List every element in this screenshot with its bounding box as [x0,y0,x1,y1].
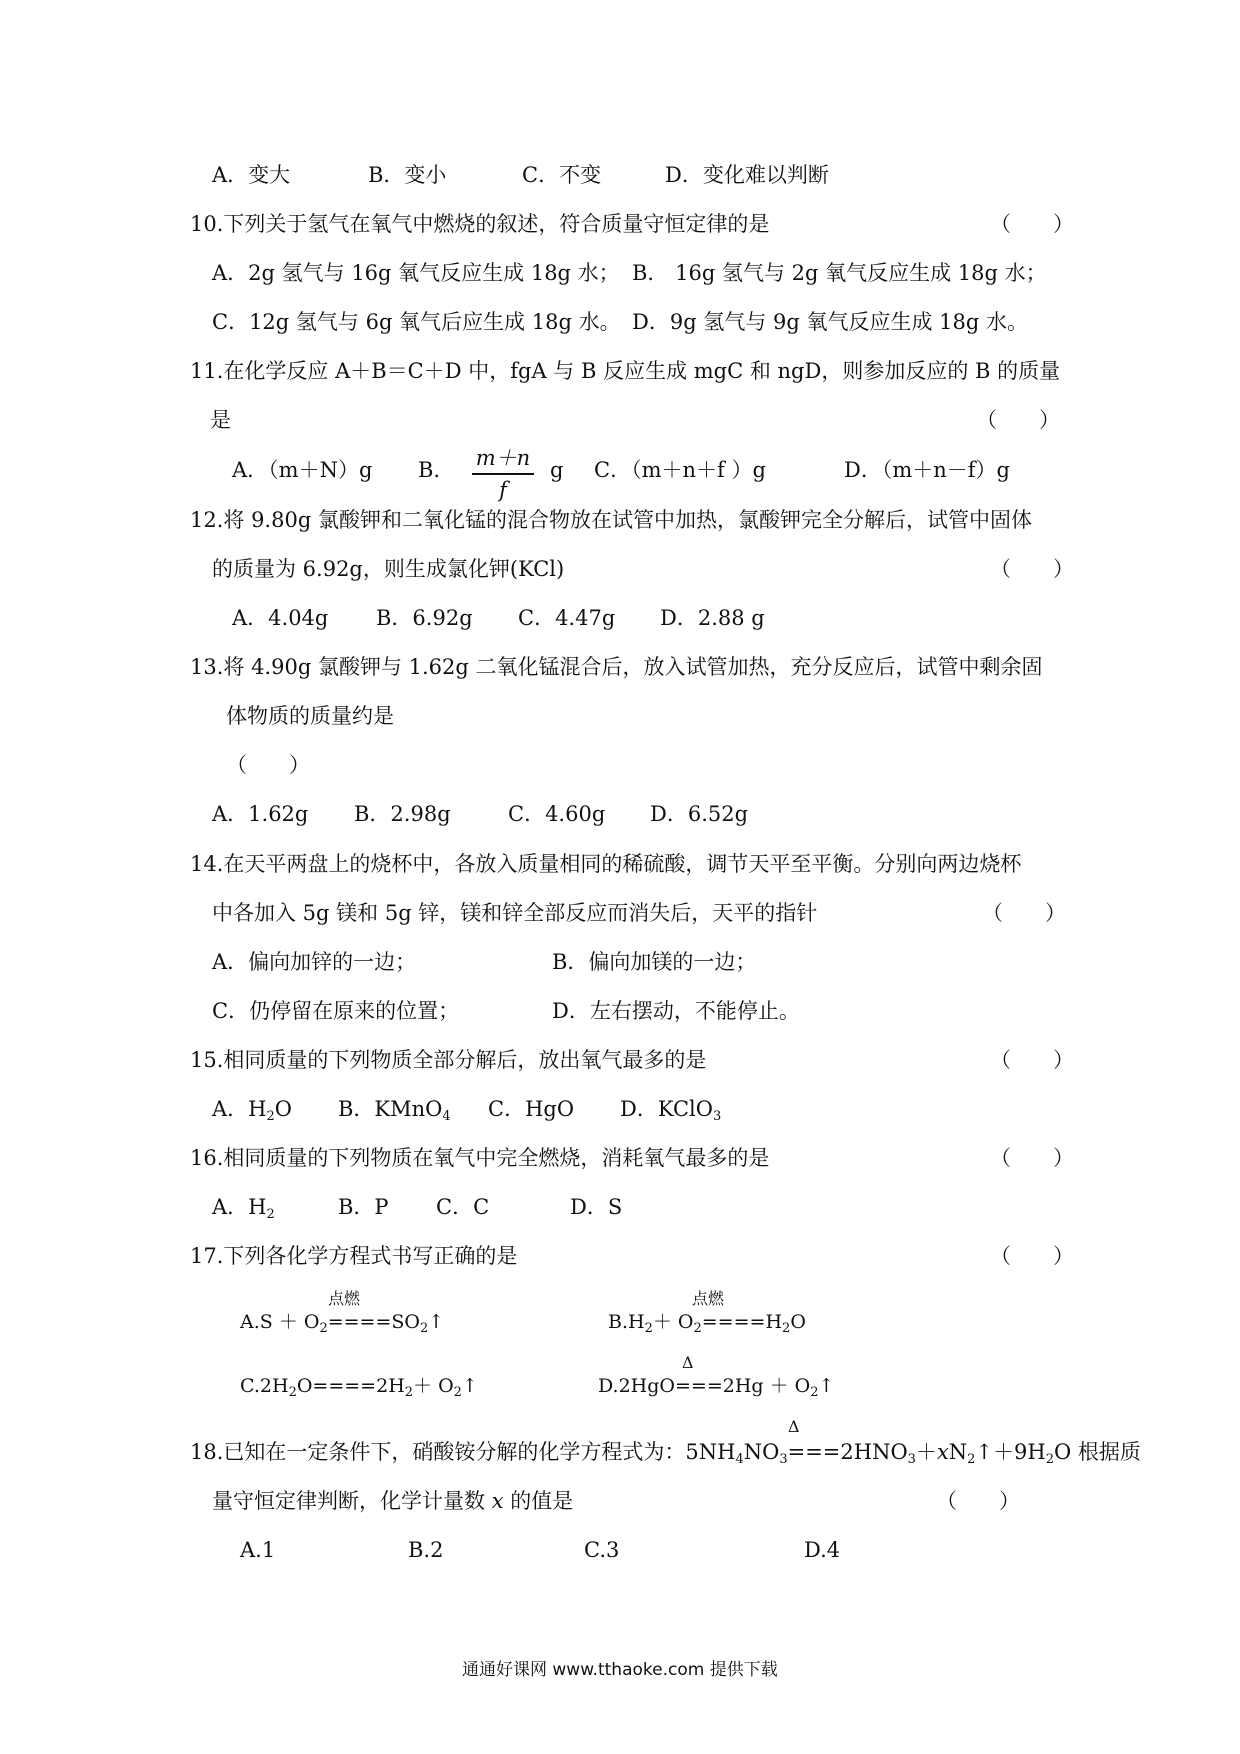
q13-option-d: D．6.52g [650,802,749,826]
q14-stem-cont: 中各加入 5g 镁和 5g 锌，镁和锌全部反应而消失后，天平的指针 [212,901,818,925]
q14-option-a: A．偏向加锌的一边； [212,950,417,974]
q15-option-d: D．KClO$_3$ [620,1097,722,1124]
q17-option-b: $B.H_2+ O_2====H_2O$ [608,1311,806,1336]
q15-option-b: B．KMnO$_4$ [338,1097,451,1124]
q17-option-d: $D.2HgO===2Hg + O_2↑$ [598,1375,835,1400]
q15-option-c: C．HgO [488,1097,575,1121]
q13-option-c: C．4.60g [508,802,606,826]
q14-stem: 14.在天平两盘上的烧杯中，各放入质量相同的稀硫酸，调节天平至平衡。分别向两边烧杯 [190,852,1022,876]
q18-option-d: D.4 [804,1538,841,1562]
q10-stem: 10.下列关于氢气在氧气中燃烧的叙述，符合质量守恒定律的是 [190,212,770,236]
q10-answer-blank: （ ） [990,212,1074,236]
q10-option-b: B． 16g 氢气与 2g 氧气反应生成 18g 水； [632,261,1047,285]
q16-option-c: C．C [436,1195,490,1219]
q13-option-a: A．1.62g [212,802,309,826]
q9-option-c: C．不变 [522,163,602,187]
q11-option-b-label: B. [418,458,441,482]
q18-stem-cont: 量守恒定律判断，化学计量数 x 的值是 [212,1489,574,1513]
q10-option-a: A．2g 氢气与 16g 氧气反应生成 18g 水； [212,261,620,285]
q12-option-d: D．2.88 g [660,606,765,630]
q18-answer-blank: （ ） [936,1489,1020,1513]
q11-answer-blank: （ ） [976,408,1060,432]
q10-option-c: C．12g 氢气与 6g 氧气后应生成 18g 水。 [212,310,621,334]
q9-option-d: D．变化难以判断 [665,163,829,187]
q17-a-condition: 点燃 [328,1289,361,1308]
q13-stem-cont: 体物质的质量约是 [226,704,394,728]
q12-option-a: A．4.04g [232,606,329,630]
q18-option-b: B.2 [408,1538,444,1562]
q11-fraction-bar [472,473,534,475]
page-footer: 通通好课网 www.tthaoke.com 提供下载 [462,1660,778,1680]
q17-stem: 17.下列各化学方程式书写正确的是 [190,1244,518,1268]
q17-option-a: $A.S + O_2====SO_2↑$ [240,1311,445,1336]
q18-condition: Δ [788,1417,800,1436]
q10-option-d: D．9g 氢气与 9g 氧气反应生成 18g 水。 [632,310,1028,334]
q17-option-c: $C.2H_2O====2H_2+$ $O_2↑$ [240,1375,478,1400]
q14-option-b: B．偏向加镁的一边； [552,950,757,974]
q11-option-a: A．（m＋N）g [232,458,373,482]
q11-option-b-numerator: m＋n [475,446,531,470]
q14-answer-blank: （ ） [982,901,1066,925]
q16-option-d: D．S [570,1195,623,1219]
q13-answer-blank: （ ） [226,753,310,777]
q18-option-c: C.3 [584,1538,620,1562]
q9-option-a: A．变大 [212,163,291,187]
q18-option-a: A.1 [240,1538,276,1562]
q12-answer-blank: （ ） [990,557,1074,581]
q16-stem: 16.相同质量的下列物质在氧气中完全燃烧，消耗氧气最多的是 [190,1146,770,1170]
q14-option-d: D．左右摆动，不能停止。 [552,999,800,1023]
q11-stem: 11.在化学反应 A＋B＝C＋D 中，fgA 与 B 反应生成 mgC 和 ngD，则参加反应的 B 的质量 [190,359,1061,383]
q16-option-b: B．P [338,1195,389,1219]
q18-stem: 18.已知在一定条件下，硝酸铵分解的化学方程式为：$5NH_4NO_3===2HNO_3+xN_2↑+9H_2O$ 根据质 [190,1440,1141,1467]
q13-option-b: B．2.98g [354,802,451,826]
q11-option-b-denominator: f [499,478,507,502]
q12-stem: 12.将 9.80g 氯酸钾和二氧化锰的混合物放在试管中加热，氯酸钾完全分解后，试管中固体 [190,508,1032,532]
q15-stem: 15.相同质量的下列物质全部分解后，放出氧气最多的是 [190,1048,707,1072]
q13-stem: 13.将 4.90g 氯酸钾与 1.62g 二氧化锰混合后，放入试管加热，充分反应后，试管中剩余固 [190,655,1043,679]
q17-d-condition: Δ [682,1353,694,1372]
q9-option-b: B．变小 [368,163,447,187]
q16-answer-blank: （ ） [990,1146,1074,1170]
q11-option-c: C．（m＋n＋f ）g [594,458,766,482]
q11-stem-cont: 是 [210,408,231,432]
q16-option-a: A．$H_2$ [212,1195,275,1222]
q15-answer-blank: （ ） [990,1048,1074,1072]
q15-option-a: A．$H_2O$ [212,1097,292,1124]
q11-option-d: D．（m＋n－f）g [844,458,1010,482]
q12-option-c: C．4.47g [518,606,616,630]
q14-option-c: C．仍停留在原来的位置； [212,999,460,1023]
q11-option-b-unit: g [550,458,564,482]
q17-answer-blank: （ ） [990,1244,1074,1268]
q17-b-condition: 点燃 [692,1289,725,1308]
q12-stem-cont: 的质量为 6.92g，则生成氯化钾(KCl) [212,557,565,581]
q12-option-b: B．6.92g [376,606,473,630]
